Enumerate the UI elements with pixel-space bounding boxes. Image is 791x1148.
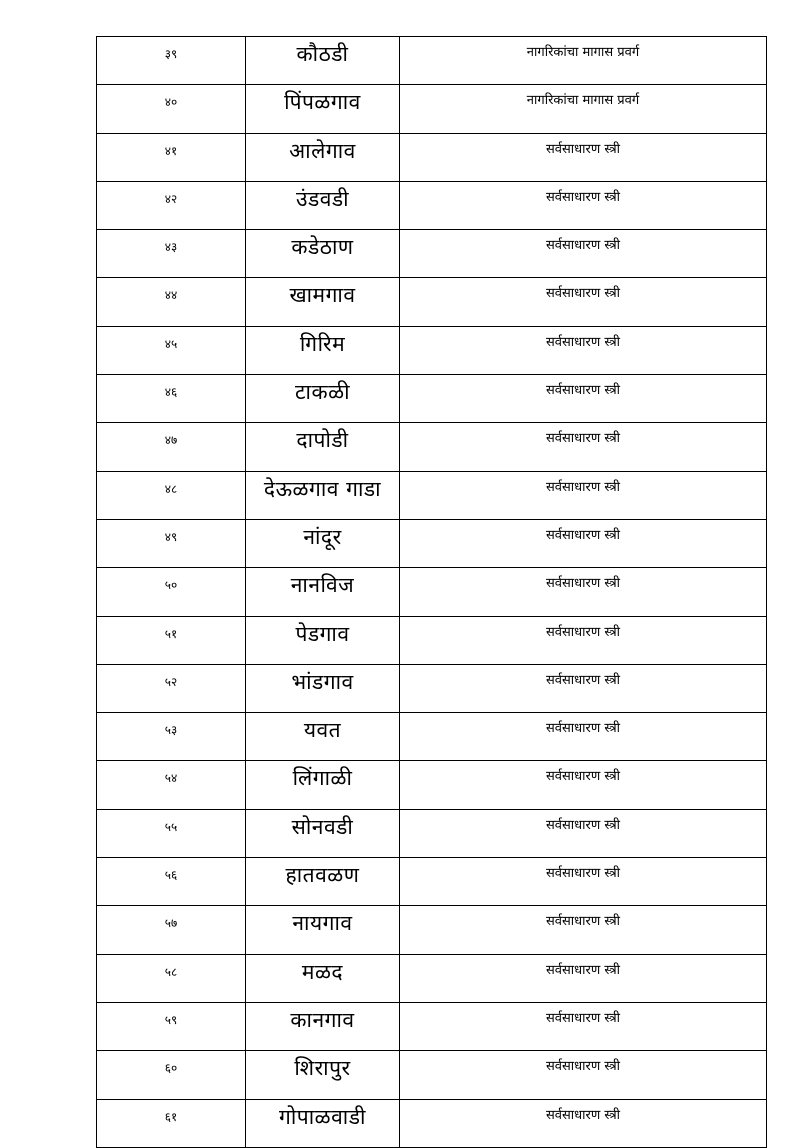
reservation-category: सर्वसाधारण स्त्री <box>546 576 620 592</box>
serial-number: ५१ <box>164 626 178 641</box>
reservation-category: सर्वसाधारण स्त्री <box>546 624 620 640</box>
table-row <box>97 713 767 761</box>
village-name: कानगाव <box>246 1002 400 1050</box>
serial-number: ४३ <box>164 240 178 255</box>
table-row <box>97 85 767 133</box>
village-name: शिरापुर <box>246 1051 400 1099</box>
reservation-category: सर्वसाधारण स्त्री <box>546 189 620 205</box>
reservation-category-cell <box>400 519 767 567</box>
serial-number-cell <box>97 471 246 519</box>
table-row <box>97 278 767 326</box>
village-name: मळद <box>246 954 400 1002</box>
serial-number: ५८ <box>164 964 178 979</box>
table-row <box>97 181 767 229</box>
reservation-category-cell <box>400 423 767 471</box>
serial-number: ५२ <box>164 674 178 689</box>
serial-number-cell <box>97 954 246 1002</box>
reservation-category-cell <box>400 761 767 809</box>
table-row <box>97 375 767 423</box>
reservation-category-cell <box>400 181 767 229</box>
reservation-category: नागरिकांचा मागास प्रवर्ग <box>526 45 640 60</box>
table-row <box>97 906 767 954</box>
serial-number: ५४ <box>164 771 178 786</box>
table-row <box>97 471 767 519</box>
serial-number: ४७ <box>164 433 178 448</box>
reservation-category: सर्वसाधारण स्त्री <box>546 817 620 833</box>
reservation-category: सर्वसाधारण स्त्री <box>546 1010 620 1026</box>
table-row <box>97 1051 767 1099</box>
serial-number: ४२ <box>164 191 178 206</box>
village-name: खामगाव <box>246 278 400 326</box>
serial-number-cell <box>97 133 246 181</box>
reservation-category: सर्वसाधारण स्त्री <box>546 141 620 157</box>
reservation-category-cell <box>400 326 767 374</box>
reservation-category: सर्वसाधारण स्त्री <box>546 1059 620 1075</box>
table-row <box>97 230 767 278</box>
serial-number-cell <box>97 616 246 664</box>
table-row <box>97 568 767 616</box>
serial-number: ६० <box>164 1061 178 1076</box>
village-name: गिरिम <box>246 326 400 374</box>
serial-number: ५५ <box>164 819 178 834</box>
table-row <box>97 326 767 374</box>
reservation-category-cell <box>400 1051 767 1099</box>
village-name: पिंपळगाव <box>246 85 400 133</box>
serial-number: ३९ <box>164 47 178 61</box>
serial-number: ४५ <box>164 336 178 351</box>
serial-number-cell <box>97 664 246 712</box>
village-name: यवत <box>246 713 400 761</box>
serial-number: ५९ <box>164 1012 178 1027</box>
reservation-category: सर्वसाधारण स्त्री <box>546 672 620 688</box>
serial-number-cell <box>97 1099 246 1147</box>
serial-number: ४९ <box>164 529 178 544</box>
table-row <box>97 858 767 906</box>
serial-number-cell <box>97 1051 246 1099</box>
serial-number-cell <box>97 278 246 326</box>
table-row <box>97 616 767 664</box>
reservation-category: सर्वसाधारण स्त्री <box>546 334 620 350</box>
reservation-category-cell <box>400 858 767 906</box>
serial-number-cell <box>97 906 246 954</box>
village-name: कडेठाण <box>246 230 400 278</box>
village-name: कौठडी <box>246 37 400 85</box>
village-name: भांडगाव <box>246 664 400 712</box>
reservation-category: सर्वसाधारण स्त्री <box>546 721 620 737</box>
reservation-category-cell <box>400 1099 767 1147</box>
reservation-category-cell <box>400 133 767 181</box>
table-body <box>97 37 767 1148</box>
reservation-category-cell <box>400 809 767 857</box>
table-row <box>97 954 767 1002</box>
reservation-category-cell <box>400 37 767 85</box>
village-name: हातवळण <box>246 858 400 906</box>
reservation-category: सर्वसाधारण स्त्री <box>546 866 620 882</box>
village-name: दापोडी <box>246 423 400 471</box>
table-row <box>97 423 767 471</box>
reservation-category-cell <box>400 713 767 761</box>
serial-number-cell <box>97 809 246 857</box>
serial-number-cell <box>97 858 246 906</box>
reservation-category: सर्वसाधारण स्त्री <box>546 914 620 930</box>
table-row <box>97 133 767 181</box>
village-name: टाकळी <box>246 375 400 423</box>
village-name: पेडगाव <box>246 616 400 664</box>
table-row <box>97 519 767 567</box>
serial-number-cell <box>97 423 246 471</box>
village-name: नायगाव <box>246 906 400 954</box>
serial-number-cell <box>97 519 246 567</box>
village-name: गोपाळवाडी <box>246 1099 400 1147</box>
reservation-category-cell <box>400 906 767 954</box>
serial-number-cell <box>97 85 246 133</box>
serial-number: ५७ <box>164 916 178 931</box>
serial-number-cell <box>97 181 246 229</box>
reservation-category-cell <box>400 664 767 712</box>
table-row <box>97 1099 767 1147</box>
reservation-category-cell <box>400 616 767 664</box>
village-name: नानविज <box>246 568 400 616</box>
reservation-category: सर्वसाधारण स्त्री <box>546 769 620 785</box>
reservation-category-cell <box>400 278 767 326</box>
serial-number-cell <box>97 1002 246 1050</box>
serial-number-cell <box>97 375 246 423</box>
table-row <box>97 761 767 809</box>
reservation-category: नागरिकांचा मागास प्रवर्ग <box>526 93 640 109</box>
serial-number: ६१ <box>164 1109 178 1124</box>
reservation-category: सर्वसाधारण स्त्री <box>546 527 620 543</box>
serial-number-cell <box>97 761 246 809</box>
table-row <box>97 1002 767 1050</box>
serial-number: ५० <box>164 578 178 593</box>
village-name: नांदूर <box>246 519 400 567</box>
reservation-category: सर्वसाधारण स्त्री <box>546 962 620 978</box>
serial-number-cell <box>97 713 246 761</box>
serial-number-cell <box>97 568 246 616</box>
village-name: लिंगाळी <box>246 761 400 809</box>
serial-number: ४६ <box>164 385 178 400</box>
village-name: उंडवडी <box>246 181 400 229</box>
serial-number-cell <box>97 230 246 278</box>
reservation-category-cell <box>400 375 767 423</box>
reservation-category: सर्वसाधारण स्त्री <box>546 479 620 495</box>
reservation-category-cell <box>400 1002 767 1050</box>
table-row <box>97 809 767 857</box>
reservation-table <box>96 36 767 1148</box>
village-name: सोनवडी <box>246 809 400 857</box>
serial-number: ४८ <box>164 481 178 496</box>
reservation-category-cell <box>400 230 767 278</box>
serial-number-cell <box>97 326 246 374</box>
reservation-category-cell <box>400 85 767 133</box>
reservation-category-cell <box>400 471 767 519</box>
serial-number: ५६ <box>164 868 178 883</box>
reservation-category-cell <box>400 954 767 1002</box>
reservation-category: सर्वसाधारण स्त्री <box>546 286 620 302</box>
reservation-category: सर्वसाधारण स्त्री <box>546 238 620 254</box>
table-row <box>97 664 767 712</box>
serial-number: ४१ <box>164 143 178 158</box>
serial-number: ४० <box>164 95 178 110</box>
serial-number: ५३ <box>164 723 178 738</box>
village-name: देऊळगाव गाडा <box>246 471 400 519</box>
reservation-category: सर्वसाधारण स्त्री <box>546 1107 620 1123</box>
reservation-category: सर्वसाधारण स्त्री <box>546 383 620 399</box>
reservation-category-cell <box>400 568 767 616</box>
serial-number-cell <box>97 37 246 85</box>
table-row <box>97 37 767 85</box>
reservation-category: सर्वसाधारण स्त्री <box>546 431 620 447</box>
serial-number: ४४ <box>164 288 178 303</box>
village-name: आलेगाव <box>246 133 400 181</box>
